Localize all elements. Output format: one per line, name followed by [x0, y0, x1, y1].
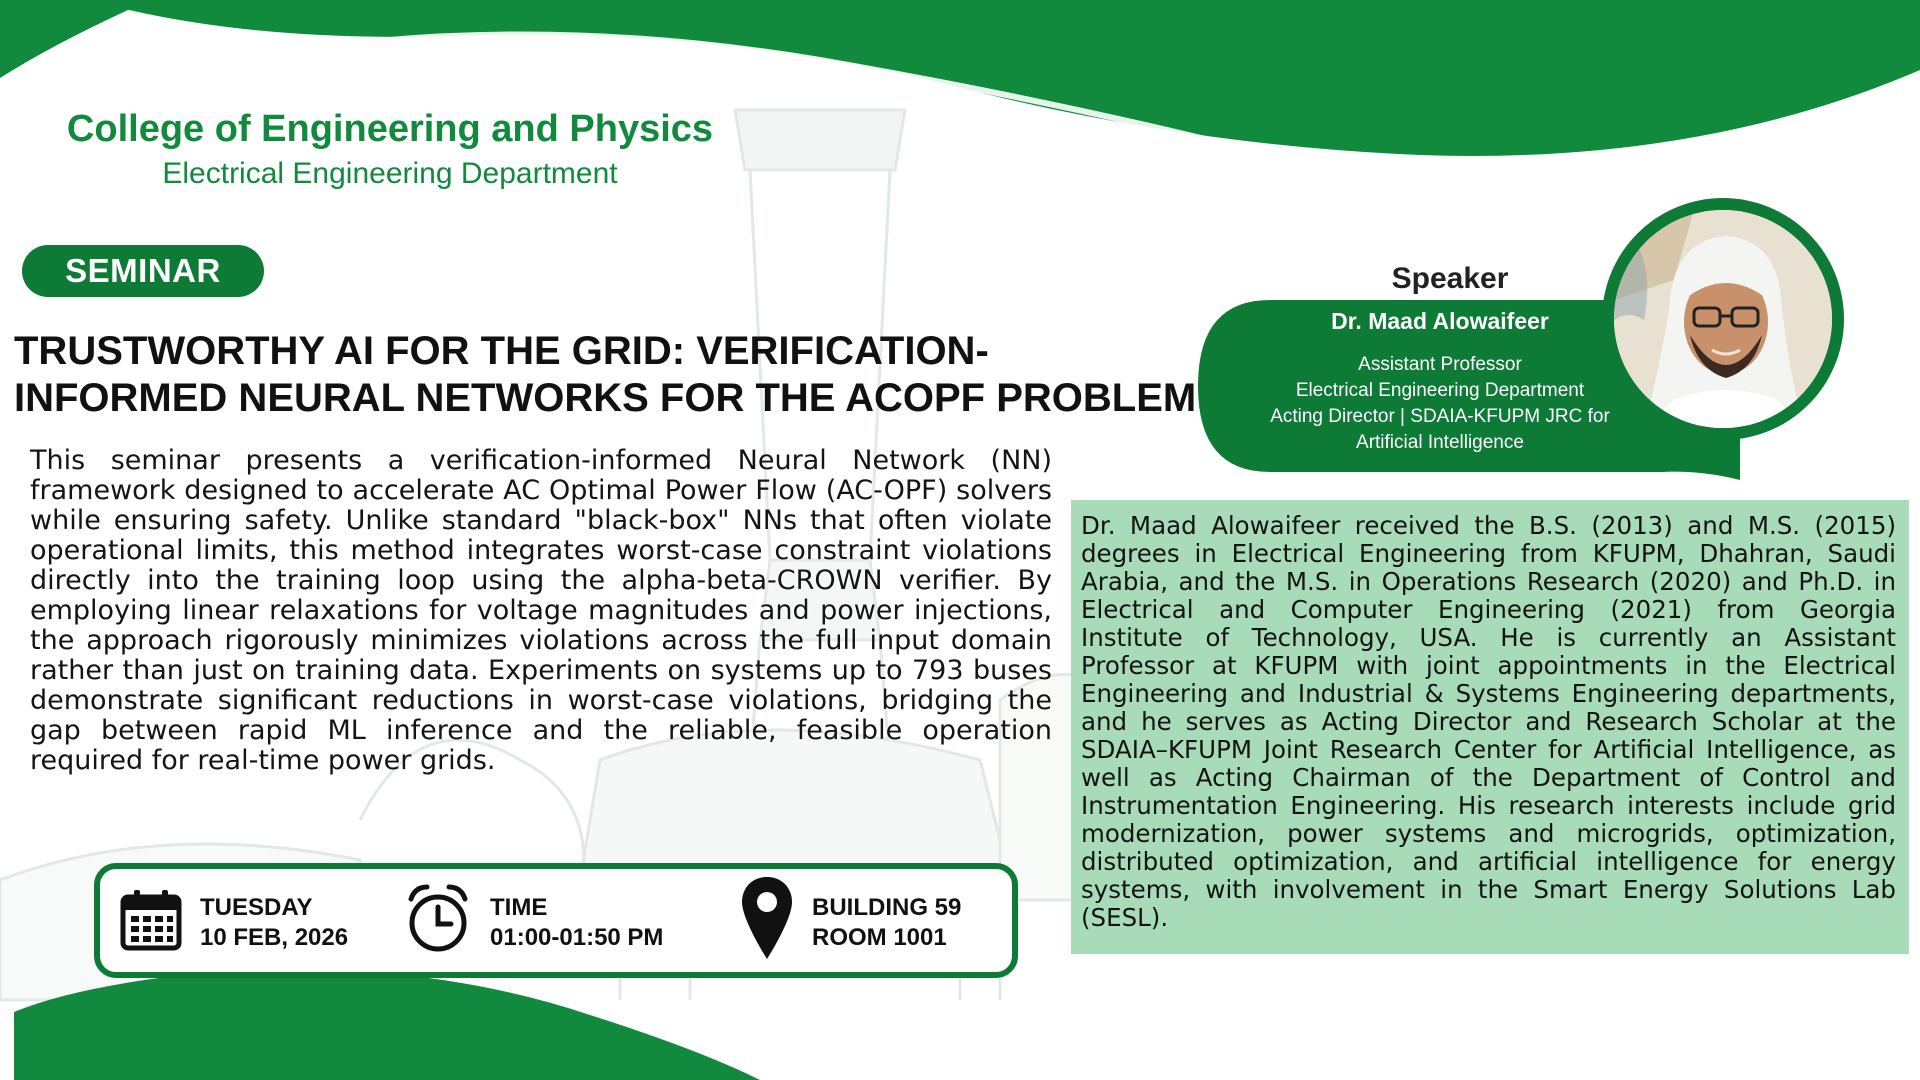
alarm-clock-icon — [405, 883, 471, 953]
location-pin-icon — [740, 875, 794, 961]
speaker-role-line: Artificial Intelligence — [1356, 432, 1524, 453]
college-name: College of Engineering and Physics — [66, 108, 714, 150]
seminar-abstract: This seminar presents a verification-informed Neural Network (NN) framework designed to accelerate AC Optimal Power Flow (AC-OPF) solvers while ensuring safety. Unlike standard "black-box" NNs that often violate operational limits, this method integrates worst-case constraint violations directly into the training loop using the alpha-beta-CROWN verifier. By employing linear relaxations for voltage magnitudes and power injections, the approach rigorously minimizes violations across the full input domain rather than just on training data. Experiments on systems up to 793 buses demonstrate significant reductions in worst-case violations, bridging the gap between rapid ML inference and the reliable, feasible operation required for real-time power grids. — [30, 445, 1052, 776]
speaker-photo — [1614, 210, 1832, 428]
event-info-box — [94, 863, 1018, 978]
title-line-1: TRUSTWORTHY AI FOR THE GRID: VERIFICATION- — [14, 329, 989, 373]
speaker-role-line: Acting Director | SDAIA-KFUPM JRC for — [1270, 406, 1610, 427]
event-day: TUESDAY — [200, 894, 313, 921]
bottom-wave — [14, 969, 760, 1080]
room-value: ROOM 1001 — [812, 924, 947, 951]
department-name: Electrical Engineering Department — [162, 157, 618, 190]
speaker-name: Dr. Maad Alowaifeer — [1331, 308, 1549, 334]
speaker-bio: Dr. Maad Alowaifeer received the B.S. (2013) and M.S. (2015) degrees in Electrical Engineering from KFUPM, Dhahran, Saudi Arabia, and the M.S. in Operations Research (2020) and Ph.D. in Electrical and Computer Engineering (2021) from Georgia Institute of Technology, USA. He is currently an Assistant Professor at KFUPM with joint appointments in the Electrical Engineering and Industrial & Systems Engineering departments, and he serves as Acting Director and Research Scholar at the SDAIA–KFUPM Joint Research Center for Artificial Intelligence, as well as Acting Chairman of the Department of Control and Instrumentation Engineering. His research interests include grid modernization, power systems and microgrids, optimization, distributed optimization, and artificial intelligence for energy systems, with involvement in the Smart Energy Solutions Lab (SESL). — [1081, 511, 1896, 932]
time-value: 01:00-01:50 PM — [490, 924, 664, 951]
event-date-value: 10 FEB, 2026 — [200, 924, 349, 951]
title-line-2: INFORMED NEURAL NETWORKS FOR THE ACOPF PROBLEM — [14, 376, 1197, 420]
event-date — [120, 869, 350, 972]
speaker-role-line: Electrical Engineering Department — [1295, 380, 1585, 401]
speaker-role-line: Assistant Professor — [1358, 354, 1522, 375]
speaker-bio-box — [1071, 500, 1909, 954]
building-value: BUILDING 59 — [812, 894, 962, 921]
seminar-title — [14, 328, 1197, 422]
speaker-roles — [1240, 352, 1640, 456]
top-left-wave — [0, 0, 150, 78]
event-location — [740, 869, 1000, 972]
speaker-heading: Speaker — [1391, 262, 1509, 295]
seminar-badge: SEMINAR — [22, 245, 264, 297]
speaker-portrait-illustration — [1614, 210, 1832, 428]
time-label: TIME — [490, 894, 548, 921]
event-time — [405, 869, 675, 972]
calendar-icon — [120, 889, 182, 951]
